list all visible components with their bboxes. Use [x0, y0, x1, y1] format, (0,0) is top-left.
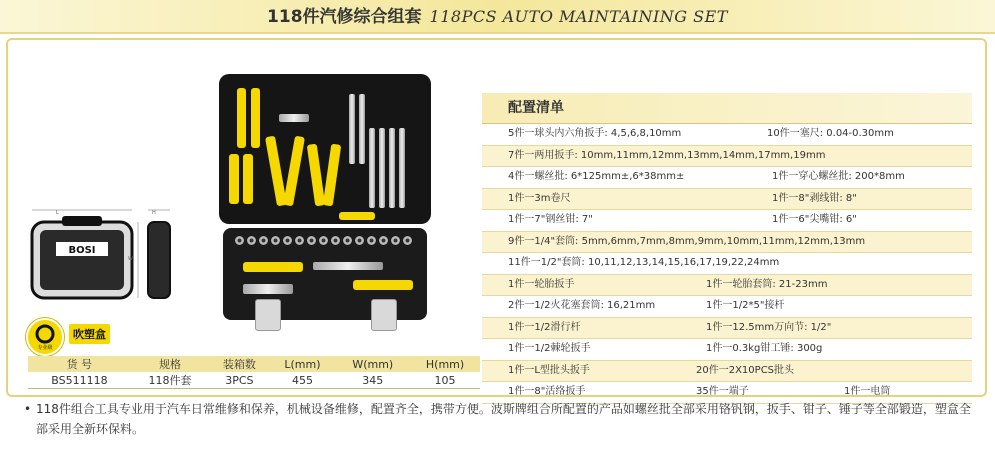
item-b: 1件一轮胎套筒: 21-23mm	[706, 278, 828, 290]
header-cell: W(mm)	[352, 357, 394, 371]
ratchet	[243, 262, 303, 272]
item-a: 1件一轮胎扳手	[508, 278, 575, 290]
spec-table	[28, 356, 480, 389]
badge-icon-text: 专业级	[37, 345, 53, 351]
screwdriver	[251, 88, 260, 148]
item-b: 1件一12.5mm万向节: 1/2"	[706, 321, 832, 333]
list-item	[482, 339, 972, 361]
cell: 455	[269, 372, 335, 389]
item-b: 1件一1/2*5"接杆	[706, 300, 785, 311]
drawing-front-panel	[40, 230, 124, 290]
header-cell: 装箱数	[222, 358, 256, 371]
wrench	[369, 128, 375, 208]
item-a: 1件一L型批头扳手	[508, 364, 590, 376]
case-latch	[371, 299, 397, 331]
config-title: 配置清单	[482, 93, 972, 124]
list-item	[482, 318, 972, 340]
item-a: 1件一8"活络扳手	[508, 386, 586, 397]
cell: 118件套	[131, 372, 209, 389]
pliers	[307, 144, 326, 207]
screwdriver	[237, 88, 246, 148]
cell: 345	[335, 372, 410, 389]
list-item	[482, 275, 972, 297]
list-item	[482, 124, 972, 146]
list-item	[482, 253, 972, 275]
item-b: 1件一穿心螺丝批: 200*8mm	[772, 171, 905, 182]
item-a: 1件一1/2棘轮扳手	[508, 343, 591, 354]
item-a: 1件一1/2滑行杆	[508, 321, 581, 333]
description-text: 118件组合工具专业用于汽车日常维修和保养，机械设备维修，配置齐全，携带方便。波斯牌组合所配置的产品如螺丝批全部采用铬钒钢，扳手、钳子、锤子等全部锻造，塑盒全部采用全新环保料。	[36, 402, 971, 436]
wrench	[399, 128, 405, 208]
dim-label-h: H	[152, 210, 156, 216]
cell: BS511118	[28, 372, 131, 389]
header-cell: H(mm)	[425, 357, 465, 371]
professional-grade-icon	[26, 318, 64, 356]
product-photo	[219, 74, 431, 326]
spec-table-header	[28, 356, 480, 372]
item-a: 2件一1/2火花塞套筒: 16,21mm	[508, 300, 656, 311]
list-item	[482, 361, 972, 383]
dim-label-w: W	[128, 256, 133, 262]
list-item	[482, 167, 972, 189]
bit-holder	[279, 114, 309, 122]
sliding-bar	[313, 262, 383, 270]
list-item	[482, 146, 972, 168]
screwdriver	[229, 154, 239, 204]
list-item	[482, 189, 972, 211]
item-b: 1件一6"尖嘴钳: 6"	[772, 214, 857, 225]
item-a: 11件一1/2"套筒: 10,11,12,13,14,15,16,17,19,22,24mm	[508, 257, 780, 268]
item-a: 1件一3m卷尺	[508, 192, 571, 204]
table-row	[28, 372, 480, 389]
item-a: 5件一球头内六角扳手: 4,5,6,8,10mm	[508, 128, 682, 139]
header-cell: L(mm)	[284, 357, 321, 371]
header-cell: 货 号	[66, 358, 93, 371]
screwdriver	[243, 154, 253, 204]
item-b: 10件一塞尺: 0.04-0.30mm	[767, 128, 894, 139]
hammer	[353, 280, 413, 290]
case-latch	[255, 299, 281, 331]
item-b: 1件一0.3kg钳工锤: 300g	[706, 343, 823, 354]
pliers	[283, 136, 305, 207]
header-cell: 规格	[159, 358, 182, 371]
list-item	[482, 232, 972, 254]
product-description	[24, 399, 981, 439]
item-a: 4件一螺丝批: 6*125mm±,6*38mm±	[508, 171, 685, 182]
page-title	[0, 0, 995, 34]
pliers	[323, 144, 342, 207]
item-b: 20件一2X10PCS批头	[696, 364, 795, 376]
config-list	[482, 93, 972, 404]
item-b: 1件一8"剥线钳: 8"	[772, 192, 857, 204]
wrench	[379, 128, 385, 208]
case-type-badge: 吹塑盒	[69, 324, 110, 344]
item-a: 7件一两用扳手: 10mm,11mm,12mm,13mm,14mm,17mm,19mm	[508, 149, 826, 161]
title-english: 118PCS AUTO MAINTAINING SET	[429, 7, 728, 26]
hex-key	[349, 94, 355, 164]
case-drawing	[22, 196, 192, 306]
bullet-icon: •	[24, 402, 32, 416]
hex-key	[359, 94, 365, 164]
item-c: 1件一电筒	[844, 386, 891, 397]
cell: 3PCS	[209, 372, 269, 389]
item-b: 35件一端子	[696, 386, 749, 397]
wrench	[389, 128, 395, 208]
drawing-side	[148, 222, 170, 298]
wrench-badge-icon	[28, 320, 62, 354]
cell: 105	[410, 372, 480, 389]
list-item	[482, 296, 972, 318]
case-lid	[219, 74, 431, 224]
drawing-handle	[62, 216, 102, 226]
item-a: 9件一1/4"套筒: 5mm,6mm,7mm,8mm,9mm,10mm,11mm,12mm,13mm	[508, 235, 866, 247]
dim-label-l: L	[56, 210, 59, 216]
list-item	[482, 210, 972, 232]
drawing-logo: BOSI	[68, 245, 96, 256]
title-chinese: 118件汽修综合组套	[267, 7, 422, 27]
tire-wrench	[243, 284, 293, 294]
screwdriver-long	[339, 212, 375, 220]
item-a: 1件一7"钢丝钳: 7"	[508, 214, 593, 225]
